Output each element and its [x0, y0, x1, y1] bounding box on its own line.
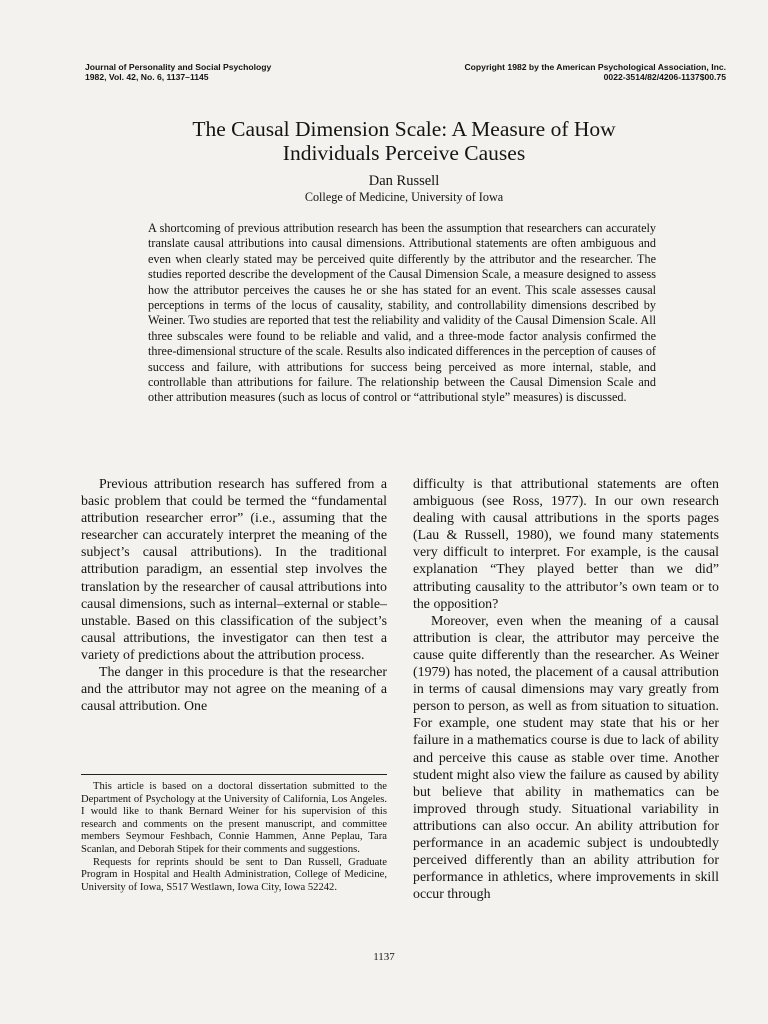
body-column-left: [81, 476, 387, 715]
author-affiliation: College of Medicine, University of Iowa: [304, 190, 504, 204]
journal-volume: 1982, Vol. 42, No. 6, 1137–1145: [85, 72, 209, 82]
page-number: 1137: [373, 951, 395, 963]
copyright-notice: [464, 62, 726, 82]
article-title: [84, 117, 724, 165]
body-paragraph: Moreover, even when the meaning of a causal attribution is clear, the attributor may perceive the cause quite differently than the researcher. As Weiner (1979) has noted, the placement of a causal attribution in terms of causal dimensions may vary greatly from person to person, as well as from situation to situation. For example, one student may state that his or her failure in a mathematics course is due to lack of ability and perceive this cause as stable over time. Another student might also view the failure as caused by ability but believe that ability in mathematics can be improved through study. Situational variability in attributions can also occur. An ability attribution for performance in an academic subject is undoubtedly perceived differently than an ability attribution for performance in athletics, where improvements in skill occur through: [413, 613, 719, 903]
footnote-acknowledgment: This article is based on a doctoral dissertation submitted to the Department of Psychology at the University of California, Los Angeles. I would like to thank Bernard Weiner for his supervision of this research and comments on the present manuscript, and committee members Seymour Feshbach, Connie Hammen, Anne Peplau, Tara Scanlan, and Deborah Stipek for their comments and suggestions.: [81, 781, 387, 855]
author-name: Dan Russell: [368, 173, 440, 189]
footnote-reprints: Requests for reprints should be sent to Dan Russell, Graduate Program in Hospital and Health Administration, College of Medicine, University of Iowa, S517 Westlawn, Iowa City, Iowa 52242.: [81, 856, 387, 893]
journal-citation: [85, 62, 271, 82]
footnotes: [81, 781, 387, 894]
issn-line: 0022-3514/82/4206-1137$00.75: [603, 72, 726, 82]
title-line-2: Individuals Perceive Causes: [282, 141, 526, 165]
abstract: A shortcoming of previous attribution research has been the assumption that researchers can accurately translate causal attributions into causal dimensions. Attributional statements are often ambiguous and even when clearly stated may be perceived quite differently by the attributor and the researcher. The studies reported describe the development of the Causal Dimension Scale, a measure designed to assess how the attributor perceives the causes he or she has stated for an event. This scale assesses causal perceptions in terms of the locus of causality, stability, and controllability dimensions described by Weiner. Two studies are reported that test the reliability and validity of the Causal Dimension Scale. All three subscales were found to be reliable and valid, and a three-mode factor analysis confirmed the three-dimensional structure of the scale. Results also indicated differences in the perception of causes of success and failure, with attributions for success being perceived as more internal, stable, and controllable than attributions for failure. The relationship between the Causal Dimension Scale and other attribution measures (such as locus of control or “attributional style” measures) is discussed.: [148, 221, 656, 405]
footnote-divider: [81, 774, 387, 775]
body-paragraph: difficulty is that attributional statements are often ambiguous (see Ross, 1977). In our own research dealing with causal attributions in the sports pages (Lau & Russell, 1980), we found many statements very difficult to interpret. For example, is the causal explanation “They played better than we did” attributing causality to the attributor’s own team or to the opposition?: [413, 477, 719, 612]
body-column-right: [413, 476, 719, 903]
copyright-line: Copyright 1982 by the American Psychological Association, Inc.: [464, 62, 726, 72]
journal-name: Journal of Personality and Social Psychology: [85, 62, 272, 72]
title-line-1: The Causal Dimension Scale: A Measure of How: [192, 117, 616, 141]
body-paragraph: The danger in this procedure is that the researcher and the attributor may not agree on the meaning of a causal attribution. One: [81, 665, 387, 715]
body-paragraph: Previous attribution research has suffered from a basic problem that could be termed the “fundamental attribution researcher error” (i.e., assuming that the researcher can accurately interpret the meaning of the subject’s causal attributions). In the traditional attribution paradigm, an essential step involves the translation by the researcher of causal attributions into causal dimensions, such as internal–external or stable–unstable. Based on this classification of the subject’s causal attributions, the investigator can then test a variety of predictions about the attribution process.: [81, 477, 387, 663]
